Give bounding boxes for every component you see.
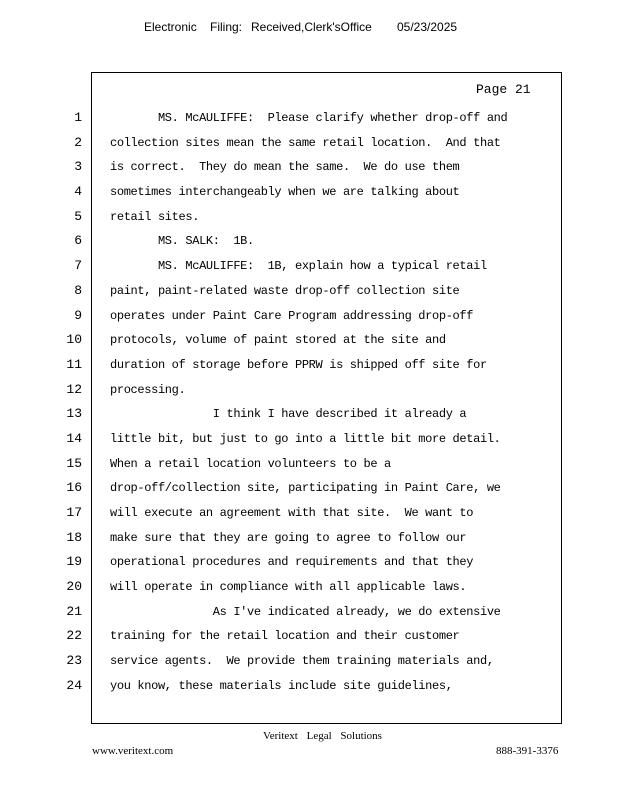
line-number: 4	[74, 184, 82, 200]
transcript-line: make sure that they are going to agree to follow our	[110, 530, 467, 545]
line-number: 12	[66, 381, 82, 397]
transcript-line: MS. McAULIFFE: 1B, explain how a typical retail	[110, 259, 487, 274]
filing-header-electronic: Electronic	[144, 20, 197, 34]
line-number: 8	[74, 282, 82, 298]
transcript-line: you know, these materials include site guidelines,	[110, 678, 453, 693]
line-number: 9	[74, 307, 82, 323]
line-number: 5	[74, 208, 82, 224]
line-number: 14	[66, 430, 82, 446]
line-number: 22	[66, 628, 82, 644]
line-number: 2	[74, 134, 82, 150]
line-number: 7	[74, 258, 82, 274]
transcript-line: paint, paint-related waste drop-off collection site	[110, 283, 460, 298]
footer-website: www.veritext.com	[92, 745, 174, 757]
filing-header-received: Received,Clerk'sOffice	[251, 20, 372, 34]
line-number: 13	[66, 406, 82, 422]
transcript-line: operates under Paint Care Program addressing drop-off	[110, 308, 474, 323]
line-number: 24	[66, 677, 82, 693]
transcript-line: I think I have described it already a	[110, 407, 467, 422]
transcript-line: little bit, but just to go into a little bit more detail.	[110, 431, 501, 446]
line-number: 23	[66, 653, 82, 669]
transcript-line: service agents. We provide them training materials and,	[110, 654, 494, 669]
filing-header-filing: Filing:	[210, 20, 243, 34]
transcript-line: When a retail location volunteers to be a	[110, 456, 391, 471]
transcript-line: MS. McAULIFFE: Please clarify whether drop-off and	[110, 111, 508, 125]
line-number: 20	[66, 579, 82, 595]
line-number: 11	[66, 356, 82, 372]
transcript-line: will operate in compliance with all applicable laws.	[110, 580, 467, 595]
transcript-line: training for the retail location and their customer	[110, 629, 460, 644]
transcript-line: will execute an agreement with that site. We want to	[110, 506, 474, 520]
line-number-column	[60, 111, 82, 704]
line-number: 21	[66, 603, 82, 619]
line-number: 6	[74, 233, 82, 249]
filing-header-date: 05/23/2025	[397, 20, 458, 34]
transcript-text	[110, 111, 550, 704]
transcript-line: processing.	[110, 382, 186, 397]
transcript-line: collection sites mean the same retail location. And that	[110, 135, 501, 150]
line-number: 1	[74, 110, 82, 125]
page-number: Page 21	[476, 82, 531, 97]
transcript-line: sometimes interchangeably when we are talking about	[110, 185, 460, 200]
line-number: 16	[66, 480, 82, 496]
line-number: 18	[66, 529, 82, 545]
transcript-line: MS. SALK: 1B.	[110, 234, 254, 249]
line-number: 10	[66, 332, 82, 348]
footer-phone: 888-391-3376	[496, 745, 559, 757]
line-number: 17	[66, 505, 82, 520]
transcript-line: retail sites.	[110, 209, 200, 224]
transcript-line: duration of storage before PPRW is shipped off site for	[110, 357, 487, 372]
transcript-line: operational procedures and requirements and that they	[110, 555, 474, 570]
transcript-line: protocols, volume of paint stored at the site and	[110, 333, 446, 348]
transcript-line: drop-off/collection site, participating in Paint Care, we	[110, 481, 501, 496]
line-number: 19	[66, 554, 82, 570]
line-number: 15	[66, 455, 82, 471]
line-number: 3	[74, 159, 82, 175]
transcript-line: is correct. They do mean the same. We do use them	[110, 160, 460, 175]
footer-company-name: Veritext Legal Solutions	[263, 730, 382, 742]
transcript-line: As I've indicated already, we do extensive	[110, 604, 501, 619]
